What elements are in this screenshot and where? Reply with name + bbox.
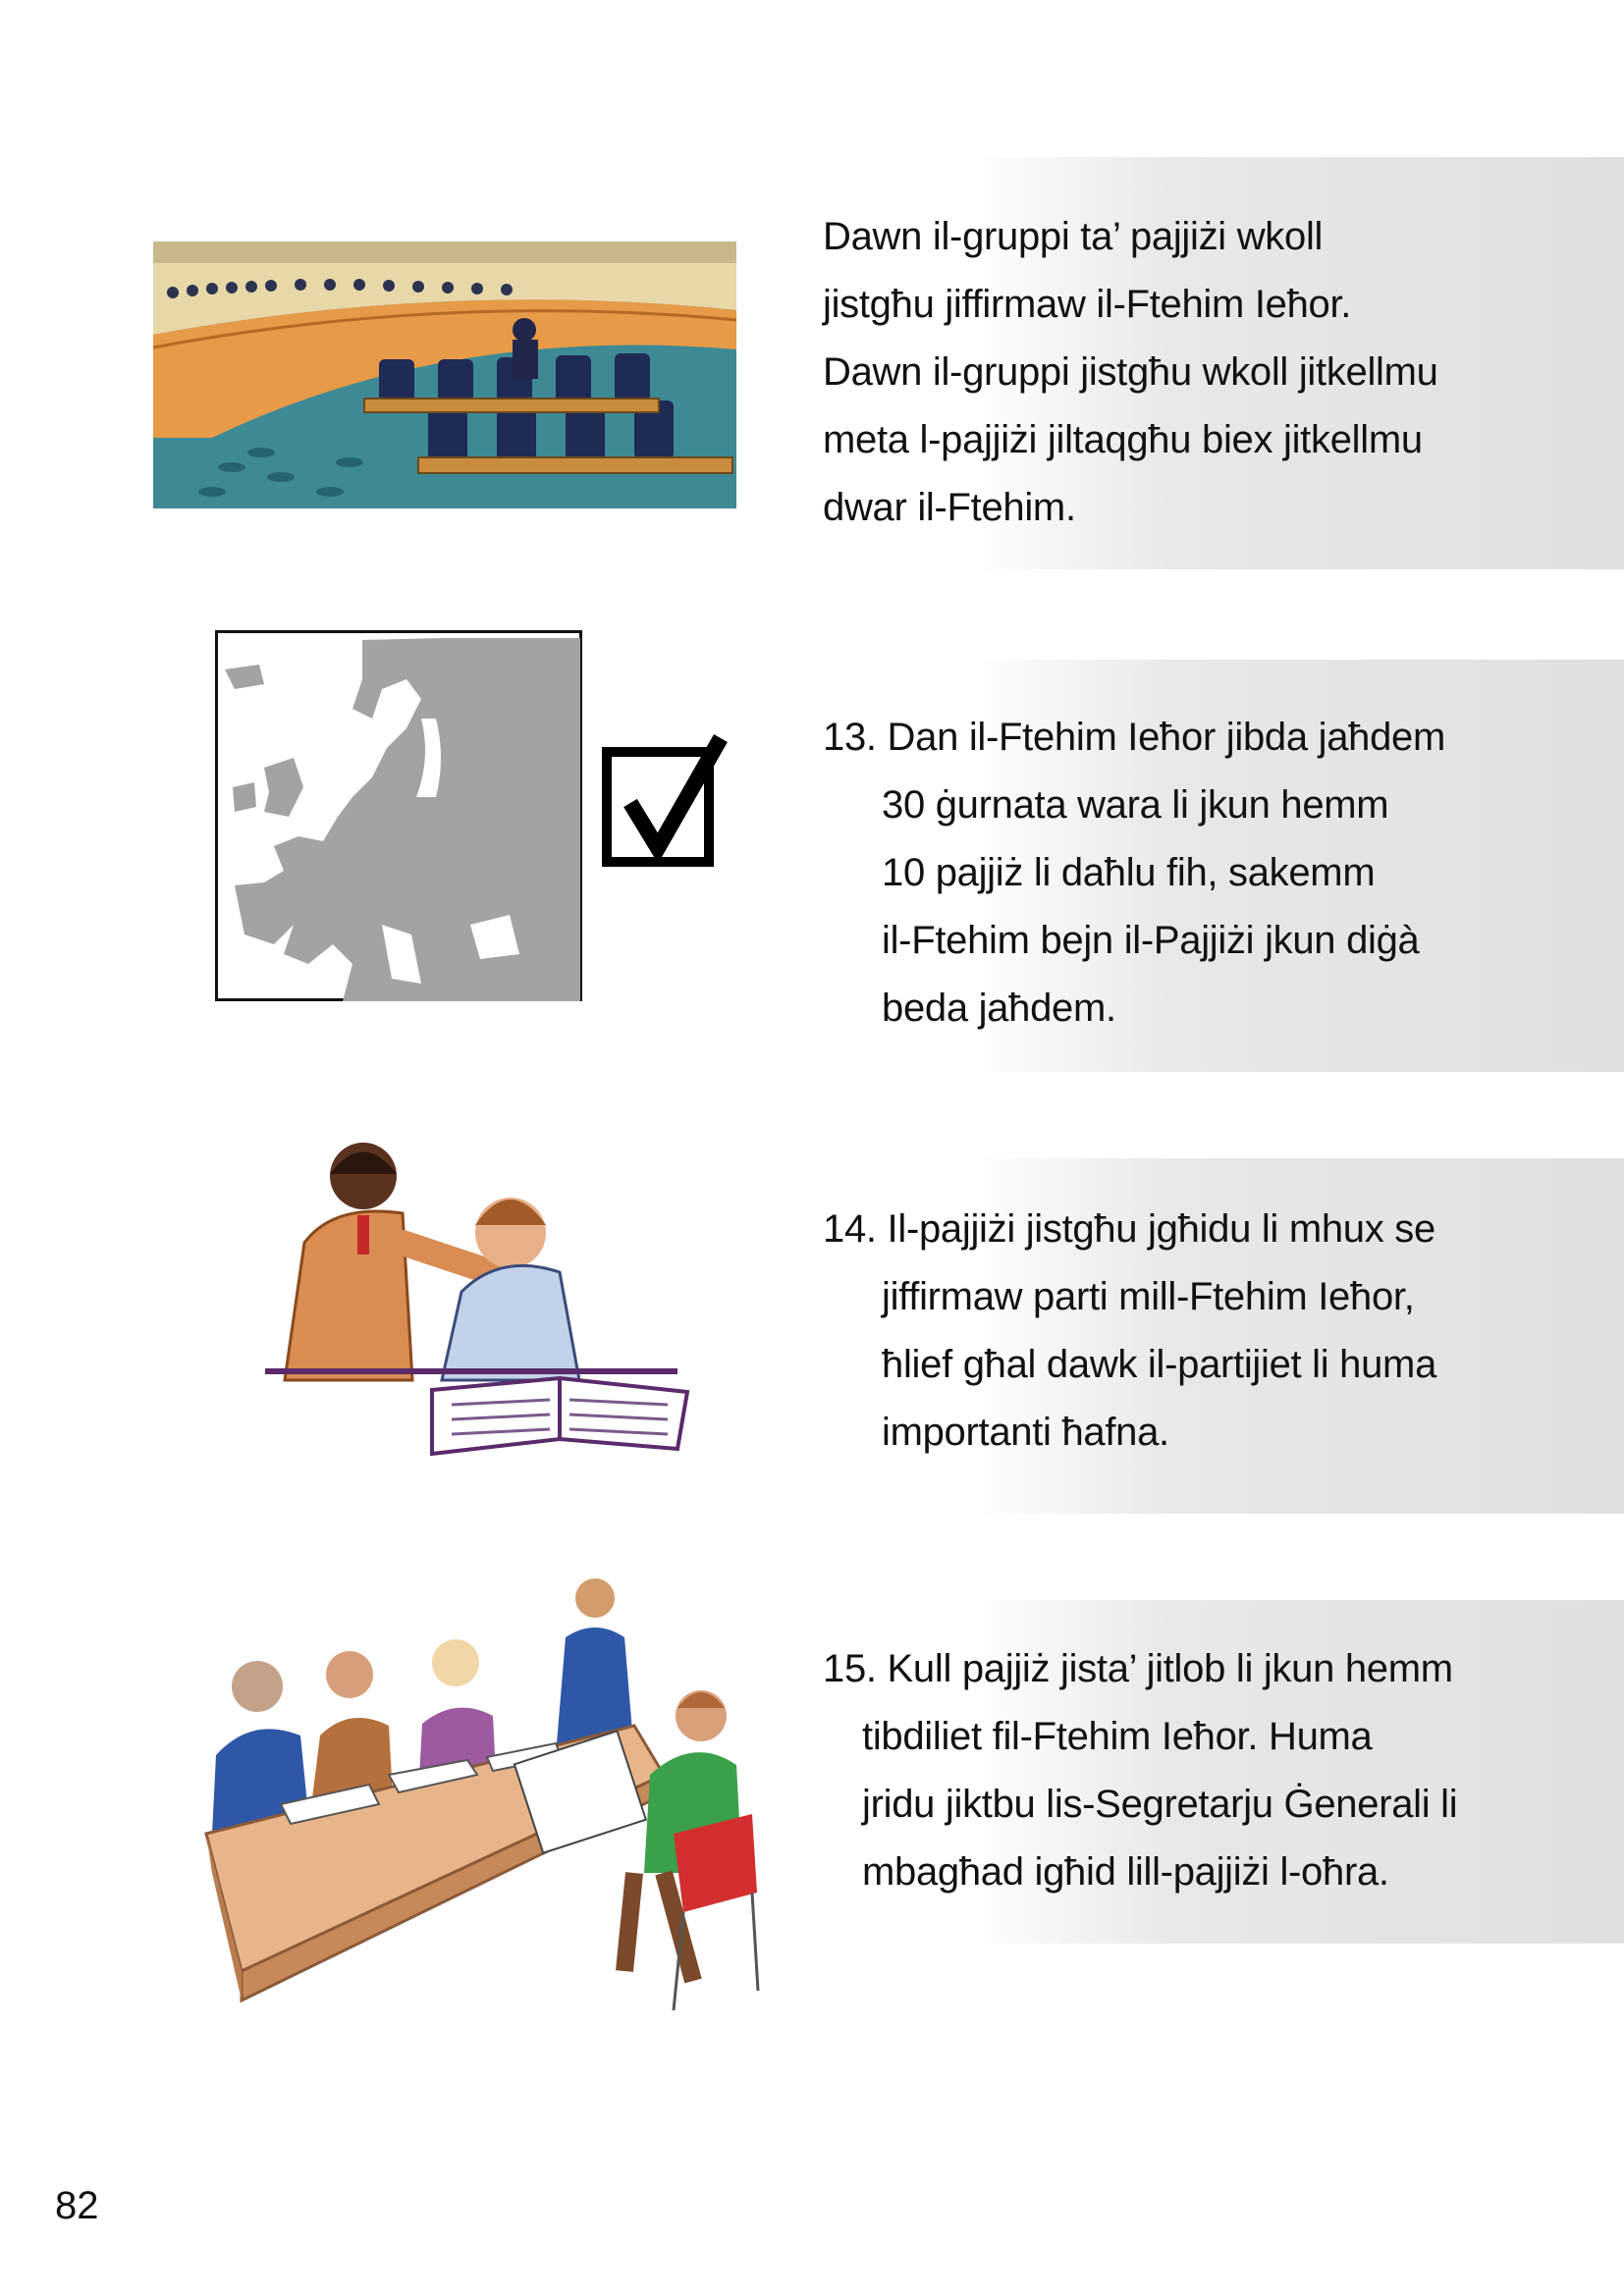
block-4-text <box>823 1635 1457 1906</box>
block-4-line: mbagħad igħid lill-pajjiżi l-oħra. <box>862 1850 1389 1894</box>
item-number: 15. <box>823 1647 877 1690</box>
block-2-line: 10 pajjiż li daħlu fih, sakemm <box>882 851 1376 894</box>
block-4-line: jridu jiktbu lis-Segretarju Ġenerali li <box>862 1783 1458 1826</box>
block-2-line: beda jaħdem. <box>882 987 1116 1030</box>
block-3-first-line <box>823 1196 1436 1263</box>
block-3-line: ħlief għal dawk il-partijiet li huma <box>882 1343 1437 1386</box>
block-1-line: meta l-pajjiżi jiltaqgħu biex jitkellmu <box>823 418 1423 461</box>
block-3-text <box>823 1196 1436 1467</box>
block-3-line: importanti ħafna. <box>882 1411 1169 1454</box>
block-1-line: dwar il-Ftehim. <box>823 486 1076 529</box>
block-2-line: il-Ftehim bejn il-Pajjiżi jkun diġà <box>882 919 1420 962</box>
block-1-line: Dawn il-gruppi jistgħu wkoll jitkellmu <box>823 350 1438 394</box>
europe-map-illustration <box>215 630 582 1001</box>
block-1-text <box>823 203 1438 542</box>
block-1-line: jistgħu jiffirmaw il-Ftehim Ieħor. <box>823 283 1352 326</box>
block-2-text <box>823 704 1445 1042</box>
block-2-first: Dan il-Ftehim Ieħor jibda jaħdem <box>887 716 1445 759</box>
assembly-hall-illustration <box>153 241 736 508</box>
meeting-table-illustration <box>202 1578 762 2030</box>
item-number: 14. <box>823 1207 877 1251</box>
block-3-line: jiffirmaw parti mill-Ftehim Ieħor, <box>882 1275 1415 1318</box>
block-4-first-line <box>823 1635 1457 1703</box>
block-3-first: Il-pajjiżi jistgħu jgħidu li mhux se <box>887 1207 1435 1251</box>
signing-document-illustration <box>265 1135 697 1459</box>
block-2-line: 30 ġurnata wara li jkun hemm <box>882 783 1389 827</box>
checkbox-checked-icon <box>601 732 729 872</box>
block-2-first-line <box>823 704 1445 772</box>
item-number: 13. <box>823 716 877 759</box>
block-1-line: Dawn il-gruppi ta’ pajjiżi wkoll <box>823 215 1324 258</box>
block-4-line: tibdiliet fil-Ftehim Ieħor. Huma <box>862 1715 1373 1758</box>
page-number: 82 <box>55 2184 99 2227</box>
block-4-first: Kull pajjiż jista’ jitlob li jkun hemm <box>887 1647 1453 1690</box>
